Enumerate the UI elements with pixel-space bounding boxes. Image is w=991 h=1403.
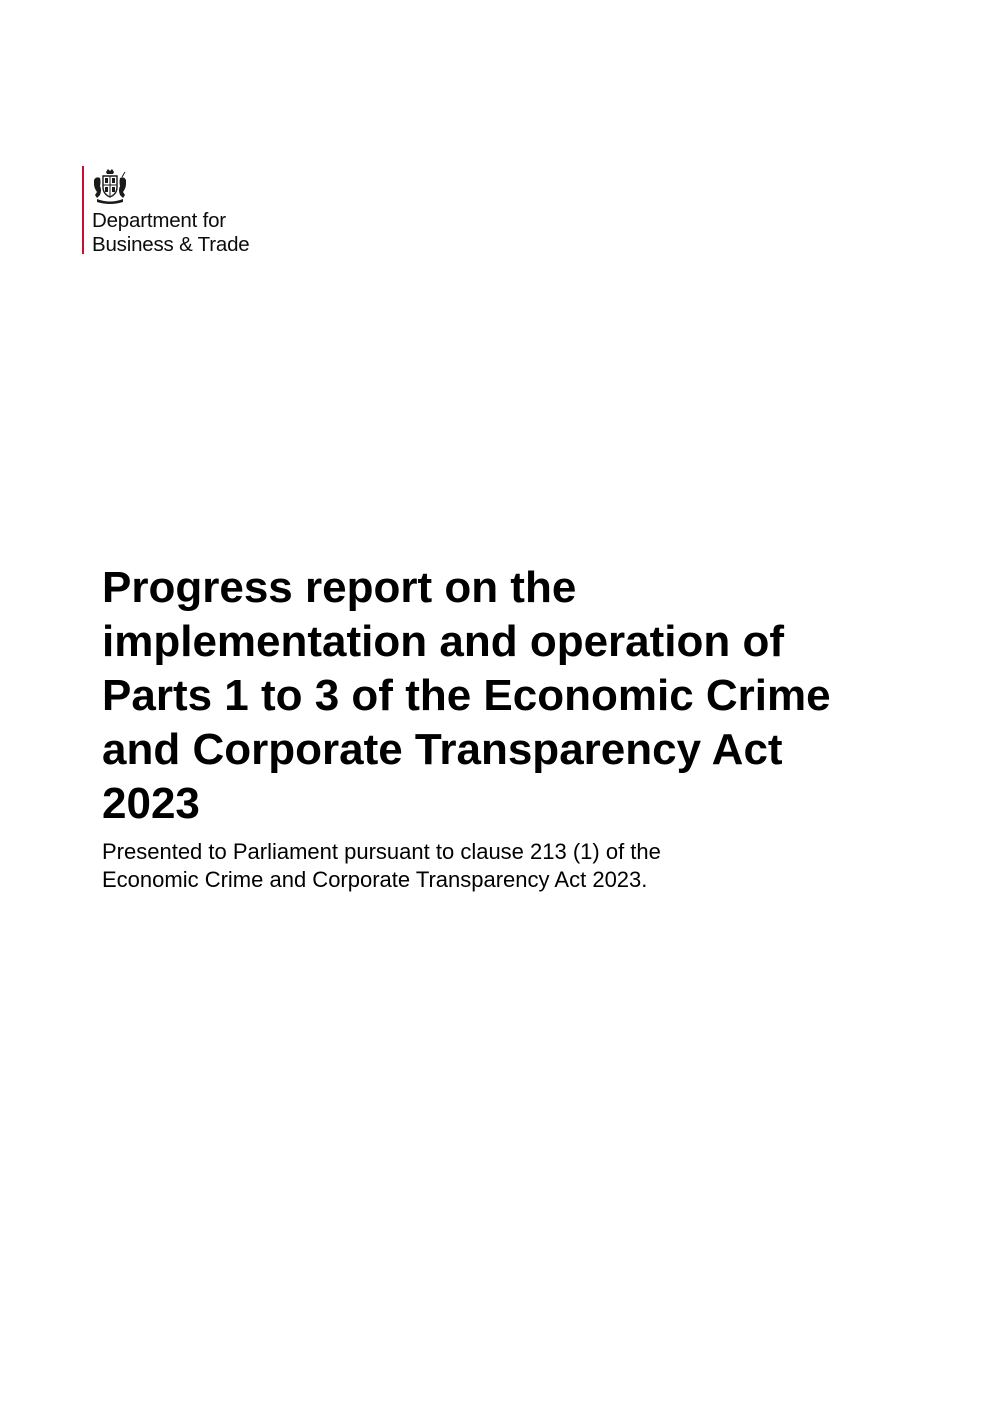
document-title: [102, 561, 922, 831]
department-logo: [82, 166, 342, 256]
title-line: implementation and operation of: [102, 617, 785, 666]
department-name-line-1: Department for: [92, 209, 226, 232]
royal-coat-of-arms-icon: [91, 168, 129, 204]
document-subtitle: [102, 838, 922, 894]
subtitle-line: Economic Crime and Corporate Transparency Act 2023.: [102, 867, 648, 892]
title-line: 2023: [102, 779, 200, 828]
department-name-line-2: Business & Trade: [92, 233, 250, 256]
title-line: Progress report on the: [102, 563, 577, 612]
title-line: and Corporate Transparency Act: [102, 725, 783, 774]
department-name: [92, 209, 249, 257]
subtitle-line: Presented to Parliament pursuant to clause 213 (1) of the: [102, 839, 661, 864]
title-line: Parts 1 to 3 of the Economic Crime: [102, 671, 831, 720]
logo-red-rule: [82, 166, 84, 254]
